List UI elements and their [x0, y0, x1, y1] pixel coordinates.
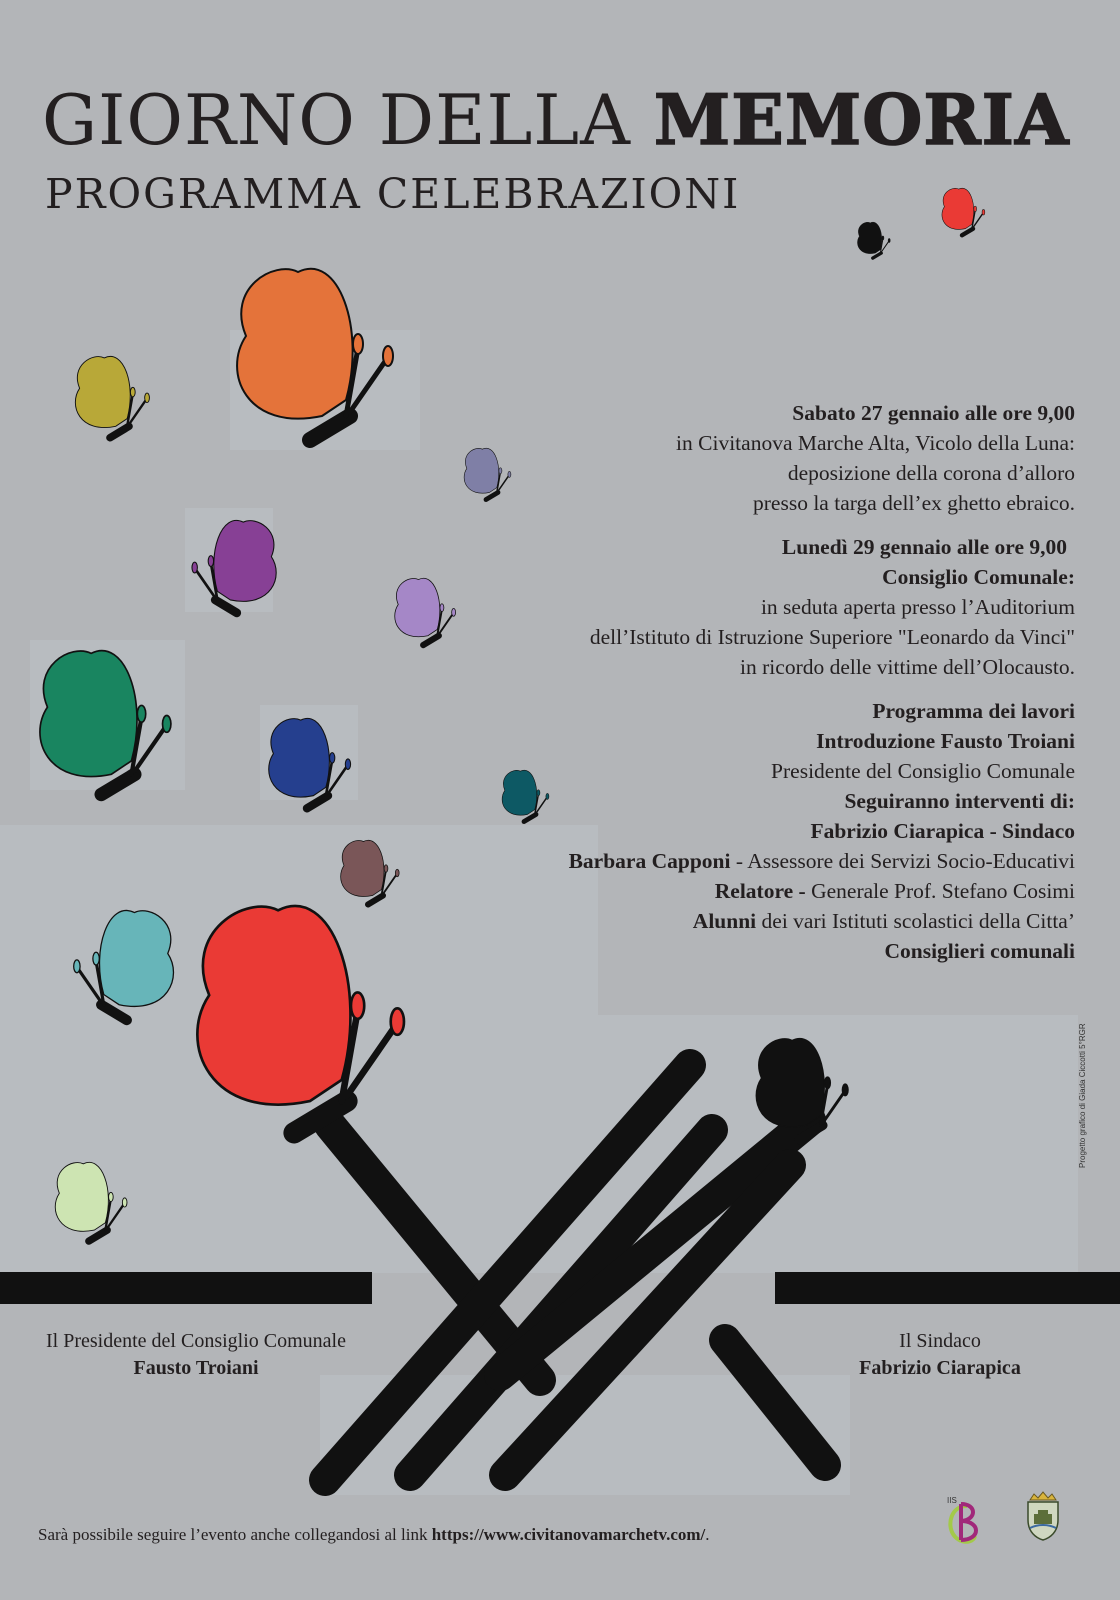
school-logo [945, 1494, 985, 1546]
event1-line: presso la targa dell’ex ghetto ebraico. [753, 491, 1075, 515]
signature-role: Il Sindaco [899, 1330, 981, 1352]
signature-mayor [840, 1328, 1040, 1382]
program-followed: Seguiranno interventi di: [844, 789, 1075, 813]
butterfly-icon [40, 651, 171, 795]
page-subtitle: PROGRAMMA CELEBRAZIONI [45, 170, 741, 218]
footer-link[interactable]: https://www.civitanovamarchetv.com/ [431, 1525, 706, 1544]
design-credit: Progetto grafico di Giada Ciccotti 5°RGR [1078, 1023, 1087, 1168]
butterfly-icon [74, 910, 174, 1020]
butterfly-icon [237, 269, 393, 440]
program-mayor: Fabrizio Ciarapica - Sindaco [810, 819, 1075, 843]
page-title [42, 80, 1069, 161]
speaker3-label: Alunni [692, 909, 757, 933]
event2-heading: Consiglio Comunale: [882, 565, 1075, 589]
signature-president [36, 1328, 356, 1382]
barbed-wire [0, 1065, 1120, 1480]
event1-line: deposizione della corona d’alloro [787, 461, 1075, 485]
town-crest-icon [1022, 1490, 1064, 1542]
speaker3-text: dei vari Istituti scolastici della Citta’ [756, 909, 1075, 933]
footer-text: Sarà possibile seguire l’evento anche collegandosi al link [38, 1525, 432, 1544]
event1-line: in Civitanova Marche Alta, Vicolo della Luna: [676, 431, 1075, 455]
butterfly-icon [857, 222, 890, 258]
signature-name: Fabrizio Ciarapica [859, 1357, 1021, 1379]
footer-note [38, 1525, 710, 1545]
event2-line: dell’Istituto di Istruzione Superiore "Leonardo da Vinci" [589, 625, 1075, 649]
program-intro-role: Presidente del Consiglio Comunale [771, 759, 1075, 783]
signature-role: Il Presidente del Consiglio Comunale [46, 1330, 346, 1352]
butterfly-icon [55, 1162, 127, 1241]
speaker2-label: Relatore - [714, 879, 806, 903]
event2-date: Lunedì 29 gennaio alle ore 9,00 [781, 535, 1067, 559]
butterfly-icon [942, 188, 985, 235]
title-bold: MEMORIA [653, 80, 1070, 161]
school-logo-text: IIS [947, 1496, 957, 1505]
butterfly-icon [197, 906, 404, 1133]
program-intro: Introduzione Fausto Troiani [816, 729, 1075, 753]
butterfly-icon [756, 1038, 848, 1139]
signature-name: Fausto Troiani [133, 1357, 259, 1379]
event2-line: in ricordo delle vittime dell’Olocausto. [740, 655, 1075, 679]
program-speaker1 [375, 846, 1075, 876]
butterfly-icon [75, 356, 149, 437]
title-regular: GIORNO DELLA [42, 81, 654, 161]
program-closing: Consiglieri comunali [884, 939, 1075, 963]
program-speaker2 [375, 876, 1075, 906]
program-title: Programma dei lavori [872, 699, 1075, 723]
event-program [375, 398, 1075, 966]
butterfly-icon [192, 520, 276, 612]
event2-line: in seduta aperta presso l’Auditorium [760, 595, 1075, 619]
footer-end: . [705, 1525, 710, 1544]
event1-date: Sabato 27 gennaio alle ore 9,00 [792, 401, 1075, 425]
speaker2-name: Generale Prof. Stefano Cosimi [805, 879, 1075, 903]
speaker1-name: Barbara Capponi [568, 849, 731, 873]
butterfly-icon [269, 718, 351, 808]
program-speaker3 [375, 906, 1075, 936]
speaker1-role: - Assessore dei Servizi Socio-Educativi [730, 849, 1075, 873]
